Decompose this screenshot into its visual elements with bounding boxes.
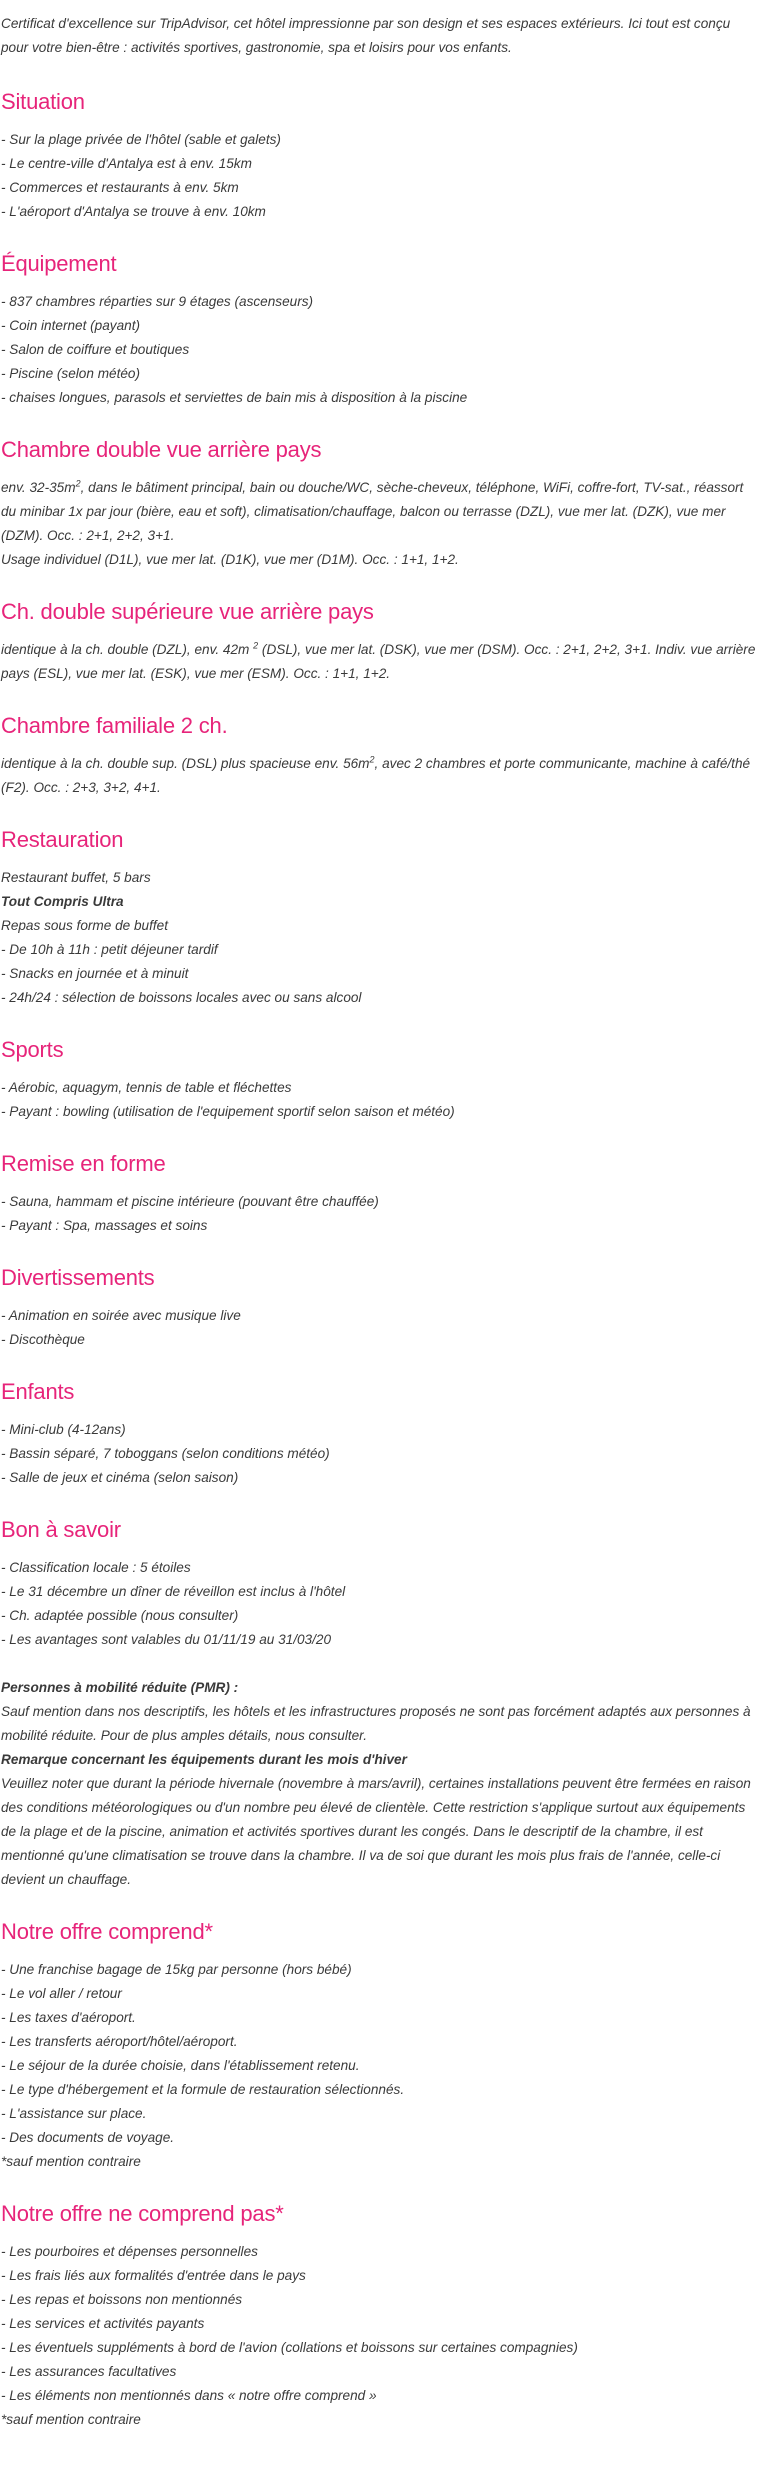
- list-item: - Le séjour de la durée choisie, dans l'établissement retenu.: [1, 2058, 360, 2073]
- superscript: 2: [75, 478, 81, 489]
- list-item: - Le type d'hébergement et la formule de restauration sélectionnés.: [1, 2082, 405, 2097]
- pmr-text: Sauf mention dans nos descriptifs, les hôtels et les infrastructures proposés ne sont pas forcément adaptés aux personnes à mobilité réduite. Pour de plus amples détails, nous consulter.: [1, 1704, 751, 1743]
- list-item: - Les avantages sont valables du 01/11/19 au 31/03/20: [1, 1632, 332, 1647]
- list-item: - Classification locale : 5 étoiles: [1, 1560, 191, 1575]
- list-item: - Ch. adaptée possible (nous consulter): [1, 1608, 239, 1623]
- list-item: - Payant : bowling (utilisation de l'equipement sportif selon saison et météo): [1, 1104, 455, 1119]
- list-item: - Piscine (selon météo): [1, 366, 141, 381]
- list-item: - Le 31 décembre un dîner de réveillon est inclus à l'hôtel: [1, 1584, 346, 1599]
- list-item: - Les pourboires et dépenses personnelles: [1, 2244, 258, 2259]
- section-title: Chambre familiale 2 ch.: [1, 713, 228, 738]
- list-item: - Le centre-ville d'Antalya est à env. 15km: [1, 156, 252, 171]
- intro-text: Certificat d'excellence sur TripAdvisor, cet hôtel impressionne par son design et ses espaces extérieurs. Ici tout est conçu pour votre bien-être : activités sportives, gastronomie, spa et loisirs pour vos enfants.: [1, 16, 731, 55]
- winter-title: Remarque concernant les équipements durant les mois d'hiver: [1, 1752, 407, 1767]
- room-text: , dans le bâtiment principal, bain ou douche/WC, sèche-cheveux, téléphone, WiFi, coffre-fort, TV-sat., réassort du minibar 1x par jour (bière, eau et soft), climatisation/chauffage, balcon ou terrasse (DZL), vue mer lat. (DZK), vue mer (DZM). Occ. : 2+1, 2+2, 3+1.: [1, 480, 744, 543]
- section-title: Équipement: [1, 251, 117, 276]
- section-restauration: [1, 826, 756, 1010]
- room-description: [1, 752, 756, 800]
- section-sports: [1, 1036, 756, 1124]
- list-item: - Animation en soirée avec musique live: [1, 1308, 241, 1323]
- section-bon-a-savoir: [1, 1516, 756, 1892]
- winter-text: Veuillez noter que durant la période hivernale (novembre à mars/avril), certaines installations peuvent être fermées en raison des conditions météorologiques ou d'un nombre peu élevé de clientèle. Cette restriction s'applique surtout aux équipements de la plage et de la piscine, animation et activités sportives durant les congés. Dans le descriptif de la chambre, il est mentionné qu'une climatisation se trouve dans la chambre. Il va de soi que durant les mois plus frais de l'année, celle-ci devient un chauffage.: [1, 1776, 751, 1887]
- situation-list: [1, 128, 756, 224]
- section-chambre-superieure: [1, 598, 756, 686]
- divertissements-list: [1, 1304, 756, 1352]
- list-item: - Les transferts aéroport/hôtel/aéroport.: [1, 2034, 238, 2049]
- list-item: - 24h/24 : sélection de boissons locales avec ou sans alcool: [1, 990, 362, 1005]
- restauration-line: Repas sous forme de buffet: [1, 918, 168, 933]
- list-item: - Les taxes d'aéroport.: [1, 2010, 136, 2025]
- list-item: - Coin internet (payant): [1, 318, 141, 333]
- list-item: - Les assurances facultatives: [1, 2364, 177, 2379]
- list-item: - Discothèque: [1, 1332, 85, 1347]
- section-chambre-familiale: [1, 712, 756, 800]
- list-item: - Commerces et restaurants à env. 5km: [1, 180, 239, 195]
- superscript: 2: [253, 640, 259, 651]
- list-item: - Les éléments non mentionnés dans « notre offre comprend »: [1, 2388, 377, 2403]
- section-title: Bon à savoir: [1, 1517, 121, 1542]
- section-title: Remise en forme: [1, 1151, 166, 1176]
- section-situation: [1, 88, 756, 224]
- section-title: Situation: [1, 89, 85, 114]
- room-text: identique à la ch. double (DZL), env. 42m: [1, 642, 254, 657]
- list-item: - Une franchise bagage de 15kg par personne (hors bébé): [1, 1962, 352, 1977]
- section-divertissements: [1, 1264, 756, 1352]
- remise-list: [1, 1190, 756, 1238]
- superscript: 2: [369, 754, 375, 765]
- offre-list: [1, 1958, 756, 2150]
- list-item: - Aérobic, aquagym, tennis de table et fléchettes: [1, 1080, 292, 1095]
- spacer: [1, 1652, 756, 1676]
- list-item: - De 10h à 11h : petit déjeuner tardif: [1, 942, 218, 957]
- list-item: - Les repas et boissons non mentionnés: [1, 2292, 243, 2307]
- list-item: - Salle de jeux et cinéma (selon saison): [1, 1470, 239, 1485]
- sports-list: [1, 1076, 756, 1124]
- section-offre-comprend: [1, 1918, 756, 2174]
- room-description: [1, 638, 756, 686]
- section-title: Notre offre ne comprend pas*: [1, 2201, 284, 2226]
- list-item: - Des documents de voyage.: [1, 2130, 175, 2145]
- section-equipement: [1, 250, 756, 410]
- section-chambre-double: [1, 436, 756, 572]
- footnote: *sauf mention contraire: [1, 2154, 141, 2169]
- offre-non-list: [1, 2240, 756, 2408]
- section-enfants: [1, 1378, 756, 1490]
- enfants-list: [1, 1418, 756, 1490]
- list-item: - Salon de coiffure et boutiques: [1, 342, 190, 357]
- section-offre-ne-comprend-pas: [1, 2200, 756, 2432]
- list-item: - Sauna, hammam et piscine intérieure (pouvant être chauffée): [1, 1194, 379, 1209]
- room-single-use: Usage individuel (D1L), vue mer lat. (D1K), vue mer (D1M). Occ. : 1+1, 1+2.: [1, 552, 459, 567]
- room-description: [1, 476, 756, 548]
- formula-name: Tout Compris Ultra: [1, 894, 124, 909]
- list-item: - L'assistance sur place.: [1, 2106, 147, 2121]
- section-title: Ch. double supérieure vue arrière pays: [1, 599, 374, 624]
- pmr-title: Personnes à mobilité réduite (PMR) :: [1, 1680, 239, 1695]
- list-item: - L'aéroport d'Antalya se trouve à env. 10km: [1, 204, 266, 219]
- list-item: - Mini-club (4-12ans): [1, 1422, 126, 1437]
- list-item: - Les frais liés aux formalités d'entrée dans le pays: [1, 2268, 306, 2283]
- list-item: - Les services et activités payants: [1, 2316, 205, 2331]
- room-text: env. 32-35m: [1, 480, 76, 495]
- list-item: - Payant : Spa, massages et soins: [1, 1218, 208, 1233]
- bon-a-savoir-list: [1, 1556, 756, 1652]
- restauration-line: Restaurant buffet, 5 bars: [1, 870, 151, 885]
- section-title: Restauration: [1, 827, 124, 852]
- list-item: - Sur la plage privée de l'hôtel (sable et galets): [1, 132, 281, 147]
- list-item: - Bassin séparé, 7 toboggans (selon conditions météo): [1, 1446, 330, 1461]
- footnote: *sauf mention contraire: [1, 2412, 141, 2427]
- section-title: Divertissements: [1, 1265, 155, 1290]
- section-title: Enfants: [1, 1379, 75, 1404]
- section-remise-en-forme: [1, 1150, 756, 1238]
- section-title: Notre offre comprend*: [1, 1919, 213, 1944]
- list-item: - Les éventuels suppléments à bord de l'avion (collations et boissons sur certaines compagnies): [1, 2340, 578, 2355]
- list-item: - Snacks en journée et à minuit: [1, 966, 189, 981]
- room-text: , avec 2 chambres et porte communicante, machine à café/thé (F2). Occ. : 2+3, 3+2, 4+1.: [1, 756, 751, 795]
- room-text: (DSL), vue mer lat. (DSK), vue mer (DSM). Occ. : 2+1, 2+2, 3+1. Indiv. vue arrière pays (ESL), vue mer lat. (ESK), vue mer (ESM). Occ. : 1+1, 1+2.: [1, 642, 756, 681]
- list-item: - chaises longues, parasols et serviettes de bain mis à disposition à la piscine: [1, 390, 468, 405]
- list-item: - 837 chambres réparties sur 9 étages (ascenseurs): [1, 294, 314, 309]
- equipement-list: [1, 290, 756, 410]
- restauration-list: [1, 938, 756, 1010]
- list-item: - Le vol aller / retour: [1, 1986, 122, 2001]
- section-title: Chambre double vue arrière pays: [1, 437, 322, 462]
- section-title: Sports: [1, 1037, 64, 1062]
- room-text: identique à la ch. double sup. (DSL) plus spacieuse env. 56m: [1, 756, 370, 771]
